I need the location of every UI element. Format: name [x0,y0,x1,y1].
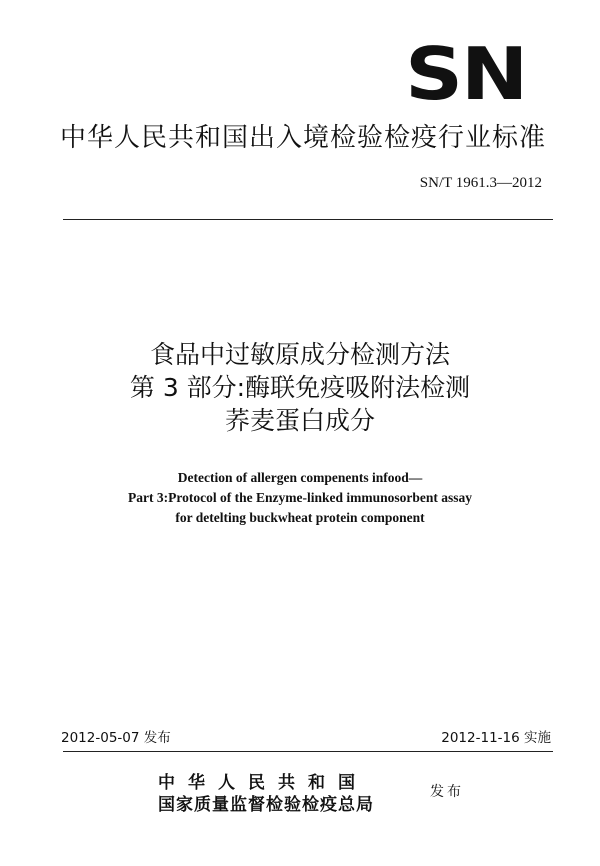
english-title [0,468,600,528]
issuing-authorities [158,772,374,816]
english-title-line-1: Detection of allergen compenents infood— [177,470,423,485]
bottom-divider [63,751,553,752]
english-title-line-3: for detelting buckwheat protein component [175,510,425,525]
chinese-title-line-2: 第 3 部分:酶联免疫吸附法检测 [129,373,471,402]
publish-label: 发布 [430,784,464,800]
chinese-title-line-1: 食品中过敏原成分检测方法 [149,340,450,369]
chinese-title-line-3: 荞麦蛋白成分 [224,406,375,435]
english-title-line-2: Part 3:Protocol of the Enzyme-linked immunosorbent assay [128,490,472,505]
sn-logo: SN [405,32,527,116]
chinese-title [0,338,600,437]
implementation-date: 2012-11-16 实施 [441,730,551,746]
issuer-country: 中华人民共和国 [158,773,368,793]
top-divider [63,219,553,220]
industry-standard-title: 中华人民共和国出入境检验检疫行业标准 [60,123,547,153]
standard-number: SN/T 1961.3—2012 [419,175,542,191]
issuer-agency: 国家质量监督检验检疫总局 [158,795,374,815]
issue-date: 2012-05-07 发布 [61,730,171,746]
